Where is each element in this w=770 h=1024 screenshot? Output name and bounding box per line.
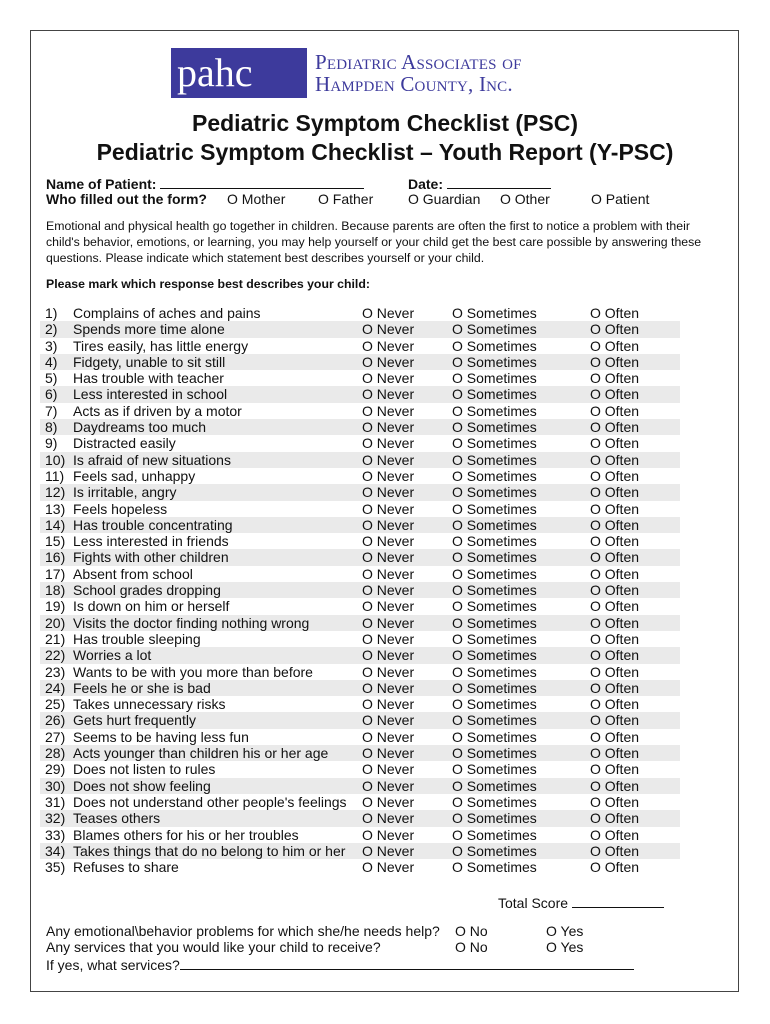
symptom-row (40, 468, 680, 484)
response-never[interactable]: O Never (362, 842, 415, 859)
symptom-number: 19) (45, 598, 66, 615)
response-often[interactable]: O Often (590, 598, 640, 615)
symptom-number: 33) (45, 826, 66, 843)
symptom-text: Seems to be having less fun (73, 728, 249, 745)
symptom-text: Is irritable, angry (73, 484, 177, 501)
response-often[interactable]: O Often (590, 810, 640, 827)
response-never[interactable]: O Never (362, 630, 415, 647)
response-never[interactable]: O Never (362, 337, 415, 354)
symptom-text: Teases others (73, 810, 161, 827)
response-sometimes[interactable]: O Sometimes (452, 353, 537, 370)
symptom-text: Less interested in friends (73, 533, 229, 550)
response-often[interactable]: O Often (590, 647, 640, 664)
response-sometimes[interactable]: O Sometimes (452, 745, 537, 762)
response-never[interactable]: O Never (362, 761, 415, 778)
symptom-row (40, 827, 680, 843)
symptom-text: Less interested in school (73, 386, 228, 403)
response-often[interactable]: O Often (590, 516, 640, 533)
symptom-text: Takes things that do no belong to him or her (73, 842, 346, 859)
q2-yes-option[interactable]: O Yes (546, 939, 584, 955)
instruction-text: Please mark which response best describes your child: (46, 277, 370, 291)
symptom-number: 3) (45, 337, 58, 354)
symptom-row (40, 354, 680, 370)
symptom-number: 20) (45, 614, 66, 631)
symptom-number: 26) (45, 712, 66, 729)
symptom-row (40, 664, 680, 680)
symptom-text: Gets hurt frequently (73, 712, 196, 729)
response-sometimes[interactable]: O Sometimes (452, 533, 537, 550)
symptom-number: 8) (45, 419, 58, 436)
response-sometimes[interactable]: O Sometimes (452, 826, 537, 843)
symptom-row (40, 712, 680, 728)
response-sometimes[interactable]: O Sometimes (452, 582, 537, 599)
response-often[interactable]: O Often (590, 484, 640, 501)
response-often[interactable]: O Often (590, 435, 640, 452)
symptom-text: Worries a lot (73, 647, 152, 664)
response-sometimes[interactable]: O Sometimes (452, 402, 537, 419)
patient-name-line[interactable] (160, 175, 364, 189)
symptom-text: Daydreams too much (73, 419, 207, 436)
q1-yes-option[interactable]: O Yes (546, 923, 584, 939)
symptom-number: 5) (45, 370, 58, 387)
response-sometimes[interactable]: O Sometimes (452, 451, 537, 468)
symptom-text: Distracted easily (73, 435, 176, 452)
response-sometimes[interactable]: O Sometimes (452, 614, 537, 631)
symptom-number: 12) (45, 484, 66, 501)
question-emotional-help: Any emotional\behavior problems for which she/he needs help? (46, 923, 440, 939)
symptom-row (40, 794, 680, 810)
symptom-number: 16) (45, 549, 66, 566)
question-services: Any services that you would like your child to receive? (46, 939, 381, 955)
symptom-row (40, 517, 680, 533)
symptom-number: 4) (45, 353, 58, 370)
response-never[interactable]: O Never (362, 859, 415, 876)
response-sometimes[interactable]: O Sometimes (452, 679, 537, 696)
symptom-row (40, 598, 680, 614)
pahc-logo-mark (171, 48, 307, 98)
response-never[interactable]: O Never (362, 777, 415, 794)
response-often[interactable]: O Often (590, 305, 640, 321)
response-sometimes[interactable]: O Sometimes (452, 696, 537, 713)
symptom-number: 13) (45, 500, 66, 517)
symptom-text: Tires easily, has little energy (73, 337, 249, 354)
symptom-text: School grades dropping (73, 582, 221, 599)
response-often[interactable]: O Often (590, 745, 640, 762)
patient-name-label: Name of Patient: (46, 176, 157, 192)
symptom-text: Feels hopeless (73, 500, 168, 517)
org-name (315, 51, 522, 95)
response-sometimes[interactable]: O Sometimes (452, 467, 537, 484)
response-never[interactable]: O Never (362, 353, 415, 370)
response-sometimes[interactable]: O Sometimes (452, 598, 537, 615)
response-never[interactable]: O Never (362, 614, 415, 631)
symptom-text: Is afraid of new situations (73, 451, 231, 468)
symptom-number: 10) (45, 451, 66, 468)
q2-no-option[interactable]: O No (455, 939, 488, 955)
org-name-line1: Pediatric Associates of (315, 50, 522, 74)
response-never[interactable]: O Never (362, 565, 415, 582)
symptom-number: 15) (45, 533, 66, 550)
response-never[interactable]: O Never (362, 696, 415, 713)
response-often[interactable]: O Often (590, 859, 640, 876)
symptom-row (40, 859, 680, 875)
response-never[interactable]: O Never (362, 516, 415, 533)
symptom-text: Fidgety, unable to sit still (73, 353, 226, 370)
option-father[interactable]: O Father (318, 191, 374, 207)
response-sometimes[interactable]: O Sometimes (452, 321, 537, 338)
date-line[interactable] (447, 175, 551, 189)
symptom-number: 14) (45, 516, 66, 533)
response-often[interactable]: O Often (590, 826, 640, 843)
response-often[interactable]: O Often (590, 696, 640, 713)
patient-name-field[interactable] (46, 175, 364, 192)
logo-mark-text: pahc (177, 50, 253, 95)
symptom-row (40, 338, 680, 354)
symptom-text: Has trouble sleeping (73, 630, 201, 647)
symptom-number: 23) (45, 663, 66, 680)
symptom-row (40, 533, 680, 549)
response-never[interactable]: O Never (362, 679, 415, 696)
option-mother[interactable]: O Mother (227, 191, 286, 207)
symptom-row (40, 386, 680, 402)
option-other[interactable]: O Other (500, 191, 550, 207)
symptom-row (40, 680, 680, 696)
symptom-text: Does not listen to rules (73, 761, 216, 778)
response-never[interactable]: O Never (362, 712, 415, 729)
symptom-text: Is down on him or herself (73, 598, 230, 615)
response-sometimes[interactable]: O Sometimes (452, 712, 537, 729)
symptom-row (40, 370, 680, 386)
response-never[interactable]: O Never (362, 305, 415, 321)
response-never[interactable]: O Never (362, 793, 415, 810)
symptom-row (40, 696, 680, 712)
symptom-number: 1) (45, 305, 58, 321)
response-often[interactable]: O Often (590, 337, 640, 354)
response-often[interactable]: O Often (590, 614, 640, 631)
symptom-text: Refuses to share (73, 859, 179, 876)
symptom-row (40, 761, 680, 777)
symptom-row (40, 745, 680, 761)
symptom-row (40, 435, 680, 451)
response-sometimes[interactable]: O Sometimes (452, 549, 537, 566)
symptom-text: Blames others for his or her troubles (73, 826, 299, 843)
response-often[interactable]: O Often (590, 663, 640, 680)
symptom-row (40, 305, 680, 321)
symptom-row (40, 549, 680, 565)
symptom-number: 32) (45, 810, 66, 827)
form-subtitle: Pediatric Symptom Checklist – Youth Report (Y-PSC) (96, 139, 674, 165)
response-often[interactable]: O Often (590, 777, 640, 794)
symptom-number: 22) (45, 647, 66, 664)
response-never[interactable]: O Never (362, 810, 415, 827)
symptom-number: 25) (45, 696, 66, 713)
response-never[interactable]: O Never (362, 370, 415, 387)
response-never[interactable]: O Never (362, 484, 415, 501)
org-name-line2: Hampden County, Inc. (315, 72, 513, 96)
total-score-field[interactable] (498, 894, 664, 911)
response-sometimes[interactable]: O Sometimes (452, 777, 537, 794)
symptom-text: Does not show feeling (73, 777, 211, 794)
response-often[interactable]: O Often (590, 582, 640, 599)
response-sometimes[interactable]: O Sometimes (452, 305, 537, 321)
response-never[interactable]: O Never (362, 321, 415, 338)
response-sometimes[interactable]: O Sometimes (452, 370, 537, 387)
symptom-number: 9) (45, 435, 58, 452)
symptom-text: Fights with other children (73, 549, 229, 566)
response-sometimes[interactable]: O Sometimes (452, 663, 537, 680)
symptom-number: 7) (45, 402, 58, 419)
response-sometimes[interactable]: O Sometimes (452, 647, 537, 664)
symptom-row (40, 843, 680, 859)
response-often[interactable]: O Often (590, 793, 640, 810)
symptom-row (40, 566, 680, 582)
response-never[interactable]: O Never (362, 663, 415, 680)
response-often[interactable]: O Often (590, 728, 640, 745)
symptom-text: Has trouble with teacher (73, 370, 224, 387)
symptom-text: Does not understand other people's feelings (73, 793, 347, 810)
filled-by-label: Who filled out the form? (46, 191, 207, 207)
symptom-text: Wants to be with you more than before (73, 663, 313, 680)
symptom-row (40, 452, 680, 468)
response-often[interactable]: O Often (590, 467, 640, 484)
symptom-row (40, 615, 680, 631)
response-often[interactable]: O Often (590, 712, 640, 729)
services-label: If yes, what services? (46, 957, 180, 973)
symptom-row (40, 778, 680, 794)
services-field[interactable] (46, 956, 634, 973)
response-sometimes[interactable]: O Sometimes (452, 859, 537, 876)
symptom-row (40, 321, 680, 337)
response-never[interactable]: O Never (362, 451, 415, 468)
symptom-number: 29) (45, 761, 66, 778)
symptom-number: 31) (45, 793, 66, 810)
response-often[interactable]: O Often (590, 565, 640, 582)
symptom-text: Has trouble concentrating (73, 516, 233, 533)
response-sometimes[interactable]: O Sometimes (452, 565, 537, 582)
response-never[interactable]: O Never (362, 745, 415, 762)
response-often[interactable]: O Often (590, 451, 640, 468)
symptom-row (40, 501, 680, 517)
symptom-text: Feels sad, unhappy (73, 467, 196, 484)
response-sometimes[interactable]: O Sometimes (452, 484, 537, 501)
symptom-number: 21) (45, 630, 66, 647)
symptom-number: 17) (45, 565, 66, 582)
response-sometimes[interactable]: O Sometimes (452, 337, 537, 354)
response-often[interactable]: O Often (590, 500, 640, 517)
response-often[interactable]: O Often (590, 533, 640, 550)
org-logo (171, 48, 522, 98)
symptom-text: Complains of aches and pains (73, 305, 261, 321)
symptom-text: Spends more time alone (73, 321, 225, 338)
symptom-row (40, 582, 680, 598)
intro-paragraph: Emotional and physical health go together in children. Because parents are often the first to notice a problem with their child's behavior, emotions, or learning, you may help yourself or your child get the best care possible by answering these questions. Please indicate which statement best describes yourself or your child. (46, 219, 702, 265)
response-sometimes[interactable]: O Sometimes (452, 728, 537, 745)
response-never[interactable]: O Never (362, 467, 415, 484)
response-never[interactable]: O Never (362, 533, 415, 550)
symptom-row (40, 631, 680, 647)
response-never[interactable]: O Never (362, 419, 415, 436)
symptom-row (40, 647, 680, 663)
response-never[interactable]: O Never (362, 435, 415, 452)
symptom-row (40, 810, 680, 826)
symptom-list (40, 305, 680, 875)
symptom-number: 24) (45, 679, 66, 696)
response-sometimes[interactable]: O Sometimes (452, 761, 537, 778)
q1-no-option[interactable]: O No (455, 923, 488, 939)
symptom-number: 35) (45, 859, 66, 876)
symptom-number: 2) (45, 321, 58, 338)
response-never[interactable]: O Never (362, 402, 415, 419)
symptom-row (40, 729, 680, 745)
response-never[interactable]: O Never (362, 582, 415, 599)
total-score-line[interactable] (572, 894, 664, 908)
response-often[interactable]: O Often (590, 402, 640, 419)
response-sometimes[interactable]: O Sometimes (452, 419, 537, 436)
response-often[interactable]: O Often (590, 630, 640, 647)
response-often[interactable]: O Often (590, 761, 640, 778)
response-never[interactable]: O Never (362, 647, 415, 664)
response-often[interactable]: O Often (590, 321, 640, 338)
symptom-number: 11) (45, 467, 65, 484)
option-guardian[interactable]: O Guardian (408, 191, 481, 207)
symptom-number: 28) (45, 745, 66, 762)
symptom-row (40, 484, 680, 500)
response-often[interactable]: O Often (590, 679, 640, 696)
total-score-label: Total Score (498, 895, 569, 911)
response-never[interactable]: O Never (362, 386, 415, 403)
response-never[interactable]: O Never (362, 549, 415, 566)
response-often[interactable]: O Often (590, 386, 640, 403)
response-sometimes[interactable]: O Sometimes (452, 793, 537, 810)
response-sometimes[interactable]: O Sometimes (452, 500, 537, 517)
response-never[interactable]: O Never (362, 826, 415, 843)
response-never[interactable]: O Never (362, 598, 415, 615)
response-sometimes[interactable]: O Sometimes (452, 435, 537, 452)
option-patient[interactable]: O Patient (591, 191, 650, 207)
symptom-number: 34) (45, 842, 66, 859)
symptom-text: Visits the doctor finding nothing wrong (73, 614, 310, 631)
response-sometimes[interactable]: O Sometimes (452, 386, 537, 403)
date-field[interactable] (408, 175, 551, 192)
symptom-row (40, 419, 680, 435)
symptom-number: 6) (45, 386, 58, 403)
symptom-text: Acts as if driven by a motor (73, 402, 242, 419)
symptom-number: 18) (45, 582, 66, 599)
response-often[interactable]: O Often (590, 419, 640, 436)
symptom-number: 30) (45, 777, 66, 794)
symptom-text: Absent from school (73, 565, 193, 582)
symptom-row (40, 403, 680, 419)
response-never[interactable]: O Never (362, 728, 415, 745)
symptom-text: Takes unnecessary risks (73, 696, 226, 713)
response-never[interactable]: O Never (362, 500, 415, 517)
response-sometimes[interactable]: O Sometimes (452, 630, 537, 647)
response-often[interactable]: O Often (590, 353, 640, 370)
response-often[interactable]: O Often (590, 370, 640, 387)
response-often[interactable]: O Often (590, 549, 640, 566)
response-sometimes[interactable]: O Sometimes (452, 516, 537, 533)
form-title: Pediatric Symptom Checklist (PSC) (192, 110, 578, 136)
response-often[interactable]: O Often (590, 842, 640, 859)
symptom-text: Acts younger than children his or her age (73, 745, 329, 762)
response-sometimes[interactable]: O Sometimes (452, 842, 537, 859)
symptom-number: 27) (45, 728, 66, 745)
services-line[interactable] (180, 956, 634, 970)
date-label: Date: (408, 176, 444, 192)
symptom-text: Feels he or she is bad (73, 679, 211, 696)
response-sometimes[interactable]: O Sometimes (452, 810, 537, 827)
